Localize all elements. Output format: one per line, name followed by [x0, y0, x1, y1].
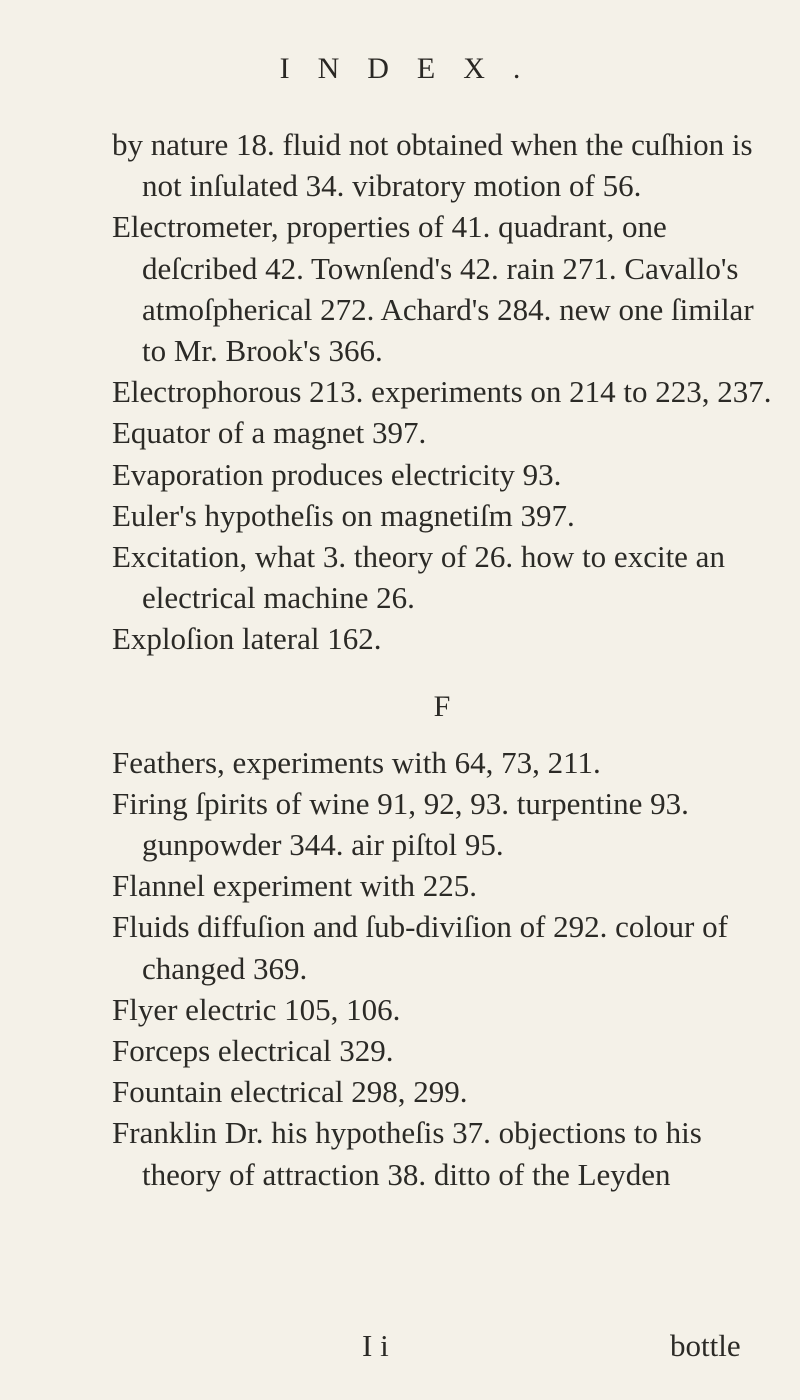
index-entry: Exploſion lateral 162.	[112, 621, 382, 657]
index-entry: Forceps electrical 329.	[112, 1033, 394, 1069]
index-entry: by nature 18. fluid not obtained when the cuſhion is not inſulated 34. vibratory motion of 56.	[112, 127, 753, 204]
signature-mark: I i	[362, 1328, 389, 1363]
index-entry: Firing ſpirits of wine 91, 92, 93. turpentine 93. gunpowder 344. air piſtol 95.	[112, 785, 689, 863]
index-entry: Flannel experiment with 225.	[112, 868, 478, 904]
index-entry: Franklin Dr. his hypotheſis 37. objections to his theory of attraction 38. ditto of the Leyden	[112, 1115, 702, 1192]
index-entry: Feathers, experiments with 64, 73, 211.	[112, 744, 601, 780]
index-entry: Equator of a magnet 397.	[112, 415, 427, 451]
index-entry: Fountain electrical 298, 299.	[112, 1074, 468, 1110]
index-entry: Excitation, what 3. theory of 26. how to excite an electrical machine 26.	[112, 539, 725, 616]
index-entries	[112, 124, 772, 1195]
index-entry: Electrometer, properties of 41. quadrant, one deſcribed 42. Townſend's 42. rain 271. Cavallo's atmoſpherical 272. Achard's 284. new one ſimilar to Mr. Brook's 366.	[112, 209, 754, 369]
section-letter-heading: F	[433, 689, 451, 723]
catchword: bottle	[670, 1328, 741, 1363]
page-header: INDEX.	[279, 52, 549, 85]
index-entry: Evaporation produces electricity 93.	[112, 456, 562, 492]
index-entry: Fluids diffuſion and ſub-diviſion of 292. colour of changed 369.	[112, 909, 728, 986]
index-entry: Electrophorous 213. experiments on 214 to 223, 237.	[112, 374, 772, 410]
index-entry: Euler's hypotheſis on magnetiſm 397.	[112, 497, 575, 533]
index-entry: Flyer electric 105, 106.	[112, 991, 401, 1027]
